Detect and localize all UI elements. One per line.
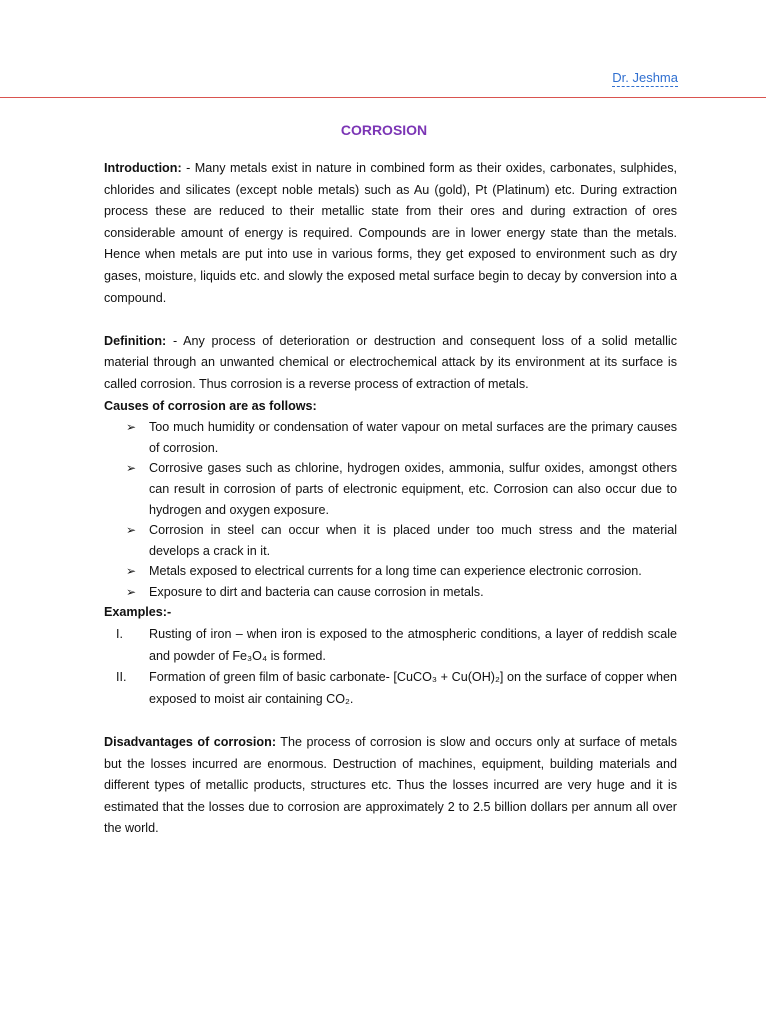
page-title: CORROSION <box>340 122 428 138</box>
introduction-text: - Many metals exist in nature in combined form as their oxides, carbonates, sulphides, chlorides and silicates (except noble metals) such as Au (gold), Pt (Platinum) etc. During extraction process these are reduced to their metallic state from their ores and during extraction of ores considerable amount of energy is required. Compounds are in lower energy state than the metals. Hence when metals are put into use in various forms, they get exposed to environment such as dry gases, moisture, liquids etc. and slowly the exposed metal surface begin to decay by conversion into a compound. <box>104 161 677 305</box>
causes-heading: Causes of corrosion are as follows: <box>104 398 317 413</box>
examples-list <box>104 624 677 710</box>
list-item <box>104 667 677 710</box>
examples-heading: Examples:- <box>104 605 172 620</box>
arrow-bullet-icon: ➢ <box>126 523 137 538</box>
roman-numeral: II. <box>116 670 127 685</box>
list-item <box>104 417 677 458</box>
list-item <box>104 458 677 520</box>
disadvantages-text: The process of corrosion is slow and occurs only at surface of metals but the losses incurred are enormous. Destruction of machines, equipment, building materials and different types of metallic products, structures etc. Thus the losses incurred are very huge and it is estimated that the losses due to corrosion are approximately 2 to 2.5 billion dollars per annum all over the world. <box>104 735 677 836</box>
disadvantages-paragraph <box>104 732 677 840</box>
definition-text: - Any process of deterioration or destruction and consequent loss of a solid metallic material through an unwanted chemical or electrochemical attack by its environment at its surface is called corrosion. Thus corrosion is a reverse process of extraction of metals. <box>104 333 677 391</box>
paragraph-spacer <box>104 309 677 331</box>
cause-text: Exposure to dirt and bacteria can cause corrosion in metals. <box>149 584 484 599</box>
list-item <box>104 624 677 667</box>
cause-text: Metals exposed to electrical currents for a long time can experience electronic corrosion. <box>149 564 642 579</box>
list-item <box>104 520 677 561</box>
list-item <box>104 561 677 582</box>
disadvantages-label: Disadvantages of corrosion: <box>104 735 277 750</box>
roman-numeral: I. <box>116 627 123 642</box>
cause-text: Too much humidity or condensation of water vapour on metal surfaces are the primary causes of corrosion. <box>149 420 677 455</box>
example-text: Formation of green film of basic carbonate- [CuCO₃ + Cu(OH)₂] on the surface of copper when exposed to moist air containing CO₂. <box>149 670 677 706</box>
introduction-paragraph <box>104 158 677 309</box>
header-author: Dr. Jeshma <box>612 70 678 85</box>
example-text: Rusting of iron – when iron is exposed to the atmospheric conditions, a layer of reddish scale and powder of Fe₃O₄ is formed. <box>149 627 677 663</box>
introduction-label: Introduction: <box>104 161 182 175</box>
arrow-bullet-icon: ➢ <box>126 584 137 599</box>
list-item <box>104 582 677 603</box>
arrow-bullet-icon: ➢ <box>126 420 137 435</box>
document-body <box>104 158 677 840</box>
definition-paragraph <box>104 331 677 396</box>
arrow-bullet-icon: ➢ <box>126 461 137 476</box>
arrow-bullet-icon: ➢ <box>126 564 137 579</box>
paragraph-spacer <box>104 710 677 732</box>
causes-list <box>104 417 677 602</box>
header-divider <box>0 97 766 98</box>
cause-text: Corrosive gases such as chlorine, hydrogen oxides, ammonia, sulfur oxides, amongst others can result in corrosion of parts of electronic equipment, etc. Corrosion can also occur due to hydrogen and oxygen exposure. <box>149 461 677 517</box>
definition-label: Definition: <box>104 333 167 348</box>
cause-text: Corrosion in steel can occur when it is placed under too much stress and the material develops a crack in it. <box>149 523 677 558</box>
